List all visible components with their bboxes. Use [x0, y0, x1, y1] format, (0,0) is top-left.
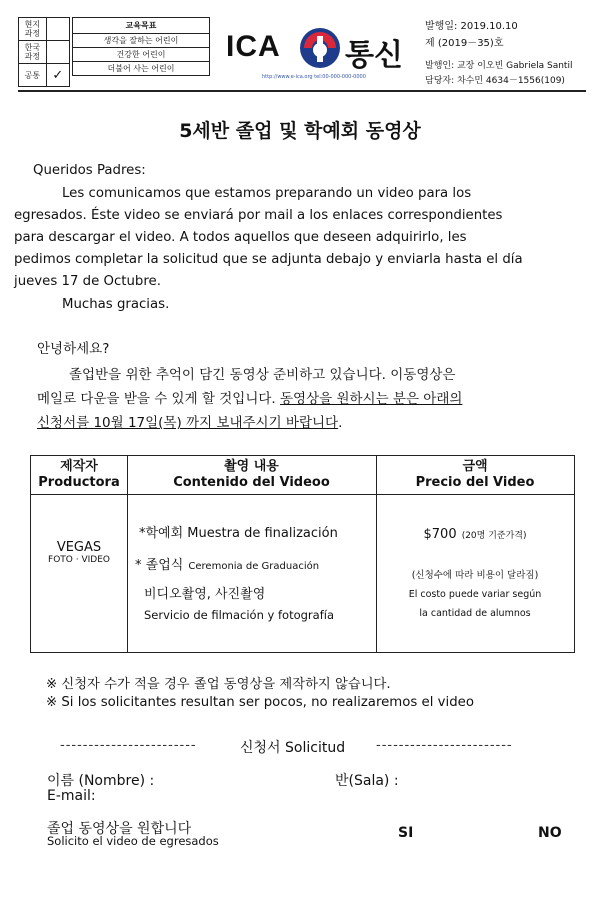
table-header-price: 금액 Precio del Video	[415, 459, 535, 490]
form-divider-left: ------------------------	[60, 738, 197, 753]
issue-date: 발행일: 2019.10.10	[425, 21, 518, 32]
publisher: 발행인: 교장 이오빈 Gabriela Santil	[425, 61, 573, 71]
issue-number: 제 (2019－35)호	[425, 38, 504, 49]
table-header-content: 촬영 내용 Contenido del Videoo	[173, 459, 330, 490]
spanish-line: Les comunicamos que estamos preparando un video para los	[62, 186, 472, 201]
table-header-producer: 제작자 Productora	[38, 459, 120, 490]
curriculum-label: 공통	[19, 64, 47, 87]
korean-line	[37, 412, 342, 434]
korean-line: 졸업반을 위한 추억이 담긴 동영상 준비하고 있습니다. 이동영상은	[69, 367, 456, 383]
form-title: 신청서 Solicitud	[240, 740, 346, 756]
curriculum-check	[46, 18, 69, 41]
request-label-spanish: Solicito el video de egresados	[47, 834, 219, 848]
name-field-label: 이름 (Nombre) :	[47, 773, 155, 789]
curriculum-label: 한국 과정	[19, 41, 47, 64]
goal-title: 교육목표	[73, 18, 210, 34]
producer-cell	[31, 540, 127, 565]
contact: 담당자: 차수민 4634－1556(109)	[425, 76, 565, 86]
spanish-greeting: Queridos Padres:	[33, 163, 146, 178]
goal-item: 건강한 어린이	[73, 48, 210, 62]
curriculum-check: ✓	[46, 64, 69, 87]
korean-greeting: 안녕하세요?	[37, 341, 110, 357]
content-item: 비디오촬영, 사진촬영	[144, 587, 266, 602]
video-info-table	[30, 455, 575, 653]
spanish-line: para descargar el video. A todos aquellos que deseen adquirirlo, les	[14, 230, 467, 245]
spanish-thanks: Muchas gracias.	[62, 297, 170, 312]
price-cell	[376, 523, 574, 542]
content-item: * 졸업식 Ceremonia de Graduación	[135, 558, 320, 573]
note-spanish: ※ Si los solicitantes resultan ser pocos, no realizaremos el video	[46, 695, 474, 710]
page-title: 5세반 졸업 및 학예회 동영상	[179, 120, 421, 142]
producer-subtitle: FOTO · VIDEO	[48, 555, 110, 565]
content-item: *학예회 Muestra de finalización	[139, 526, 338, 541]
curriculum-table	[18, 17, 70, 87]
spanish-line: jueves 17 de Octubre.	[14, 274, 161, 289]
korean-underlined-text: 동영상을 원하시는 분은 아래의	[280, 391, 463, 407]
price-note: (20명 기준가격)	[461, 531, 527, 541]
note-korean: ※ 신청자 수가 적을 경우 졸업 동영상을 제작하지 않습니다.	[46, 677, 391, 692]
spanish-line: egresados. Éste video se enviará por mail a los enlaces correspondientes	[14, 208, 503, 223]
producer-name: VEGAS	[56, 540, 102, 555]
korean-line-text: .	[338, 415, 343, 431]
form-divider-right: ------------------------	[376, 738, 513, 753]
request-label-korean: 졸업 동영상을 원합니다	[47, 821, 192, 837]
goal-item: 생각을 잘하는 어린이	[73, 34, 210, 48]
ica-logo-icon	[298, 26, 342, 70]
korean-underlined-text: 신청서를 10월 17일(목) 까지 보내주시기 바랍니다	[37, 415, 339, 431]
price-value: $700	[423, 527, 457, 542]
goal-item: 더불어 사는 어린이	[73, 62, 210, 76]
logo-text: ICA	[226, 30, 281, 63]
logo-suffix: 통신	[345, 38, 403, 73]
no-option[interactable]: NO	[538, 825, 562, 841]
korean-line	[37, 388, 462, 410]
class-field-label: 반(Sala) :	[335, 773, 399, 789]
spanish-line: pedimos completar la solicitud que se adjunta debajo y enviarla hasta el día	[14, 252, 523, 267]
header-divider	[18, 90, 586, 92]
content-item: Servicio de filmación y fotografía	[144, 608, 334, 622]
issue-info	[425, 17, 585, 86]
curriculum-check	[46, 41, 69, 64]
education-goal-table	[72, 17, 210, 76]
logo-url: http://www.e-ica.org tel:00-000-000-0000	[262, 74, 366, 80]
korean-line-text: 메일로 다운을 받을 수 있게 할 것입니다.	[37, 391, 280, 407]
curriculum-label: 현지 과정	[19, 18, 47, 41]
yes-option[interactable]: SI	[398, 825, 414, 841]
price-variation: (신청수에 따라 비용이 달라짐) El costo puede variar según la cantidad de alumnos	[408, 570, 542, 619]
email-field-label: E-mail:	[47, 788, 96, 804]
